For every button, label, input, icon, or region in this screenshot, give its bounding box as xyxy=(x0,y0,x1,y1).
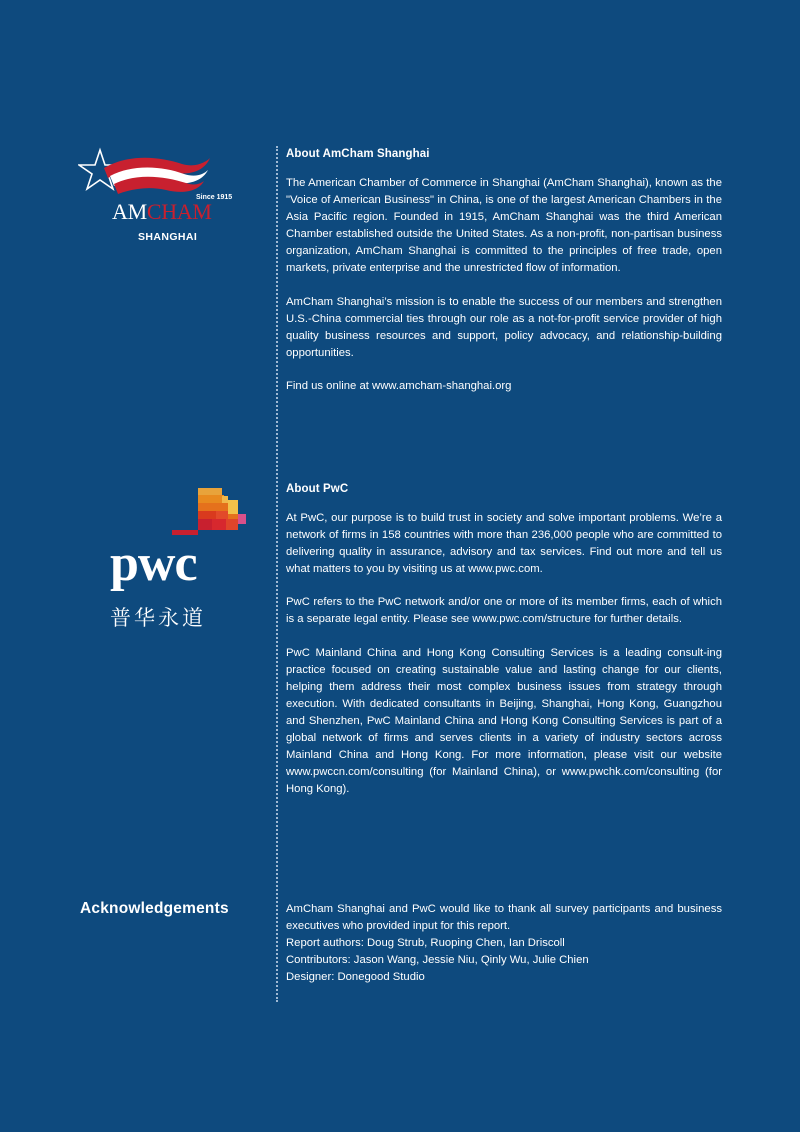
about-amcham-title: About AmCham Shanghai xyxy=(286,148,430,160)
pwc-paragraph-3: PwC Mainland China and Hong Kong Consulting Services is a leading consult-ing practice focused on creating sustainable value and lasting change for our clients, helping them address their most complex business issues from strategy through execution. With dedicated consultants in Beijing, Shanghai, Hong Kong, Guangzhou and Shenzhen, PwC Mainland China and Hong Kong Consulting Services is part of a global network of firms and serves clients in a variety of industry sectors across Mainland China and Hong Kong. For more information, please visit our website www.pwccn.com/consulting (for Mainland China), or www.pwchk.com/consulting (for Hong Kong). xyxy=(286,646,722,796)
pwc-logo xyxy=(108,486,253,636)
amcham-paragraph-2: AmCham Shanghai’s mission is to enable the success of our members and strengthen U.S.-China commercial ties through our role as a not-for-profit service provider of high quality business resources and support, policy advocacy, and relationship-building opportunities. xyxy=(286,295,722,359)
designer: Designer: Donegood Studio xyxy=(286,971,425,984)
amcham-website-paragraph: Find us online at www.amcham-shanghai.org xyxy=(286,379,512,392)
pwc-paragraph-2: PwC refers to the PwC network and/or one or more of its member firms, each of which is a separate legal entity. Please see www.pwc.com/structure for further details. xyxy=(286,596,722,626)
amcham-paragraph-1: The American Chamber of Commerce in Shanghai (AmCham Shanghai), known as the "Voice of American Business" in China, is one of the largest American Chambers in the Asia Pacific region. Founded in 1915, AmCham Shanghai was the third American Chamber established outside the United States. As a non-profit, non-partisan business organization, AmCham Shanghai is committed to the principles of free trade, open markets, private enterprise and the unrestricted flow of information. xyxy=(286,177,722,275)
amcham-wordmark xyxy=(112,201,212,223)
pwc-chinese-name: 普华永道 xyxy=(110,606,206,630)
left-column xyxy=(0,0,276,1132)
amcham-wordmark-cham: CHAM xyxy=(146,199,212,224)
amcham-logo xyxy=(78,146,238,250)
pwc-wordmark: pwc xyxy=(110,535,197,592)
acknowledgements-thanks: AmCham Shanghai and PwC would like to thank all survey participants and business executives who provided input for this report. xyxy=(286,903,722,933)
amcham-city-label: SHANGHAI xyxy=(138,231,198,243)
about-pwc-section xyxy=(286,483,722,814)
about-amcham-section xyxy=(286,148,722,411)
column-divider xyxy=(276,146,278,1002)
report-authors: Report authors: Doug Strub, Ruoping Chen, Ian Driscoll xyxy=(286,937,565,950)
amcham-since-label: Since 1915 xyxy=(196,194,233,201)
pwc-paragraph-1: At PwC, our purpose is to build trust in society and solve important problems. We’re a network of firms in 158 countries with more than 236,000 people who are committed to delivering quality in assurance, advisory and tax services. Find out more and tell us what matters to you by visiting us at www.pwc.com. xyxy=(286,512,722,576)
acknowledgements-section xyxy=(286,901,722,986)
about-pwc-title: About PwC xyxy=(286,483,349,495)
amcham-wordmark-am: AM xyxy=(112,199,147,224)
contributors: Contributors: Jason Wang, Jessie Niu, Qinly Wu, Julie Chien xyxy=(286,954,589,967)
pwc-mosaic-icon xyxy=(108,486,253,538)
acknowledgements-heading: Acknowledgements xyxy=(80,900,229,917)
